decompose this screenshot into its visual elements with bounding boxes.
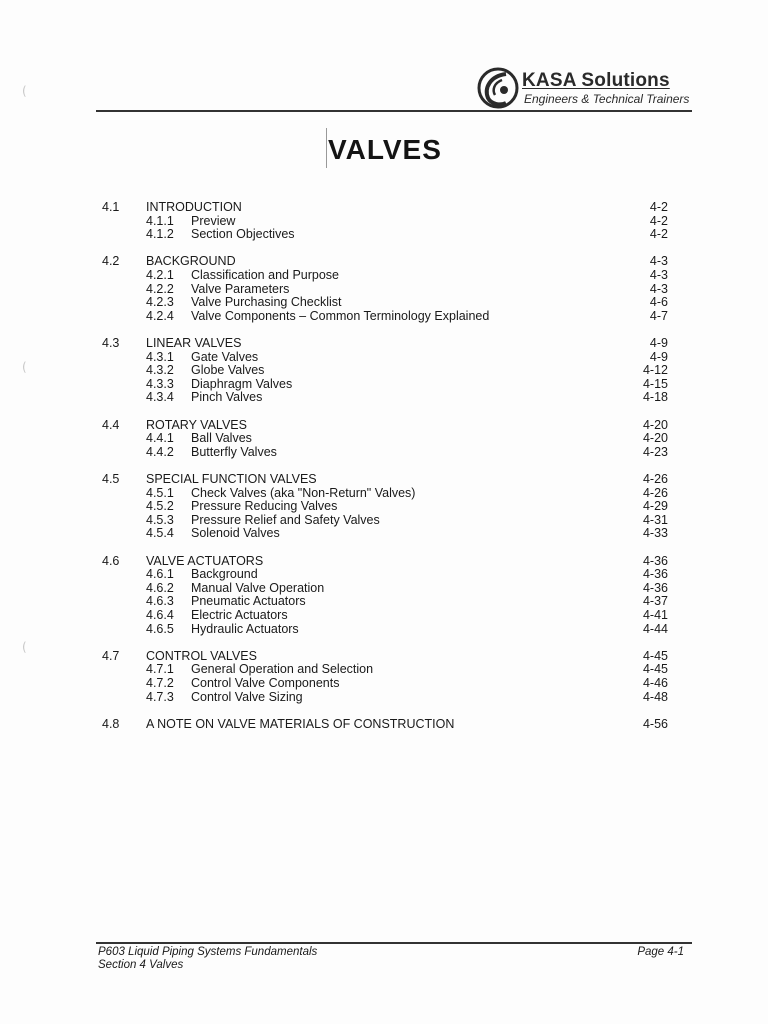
toc-subsection-title: Valve Components – Common Terminology Explained <box>191 308 490 323</box>
toc-subsection-title: Gate Valves <box>191 349 259 364</box>
toc-subsection-page: 4-7 <box>649 308 668 323</box>
toc-subsection-number: 4.6.5 <box>146 621 174 636</box>
toc-subsection-number: 4.5.3 <box>146 512 174 527</box>
toc-subsection-page: 4-3 <box>649 268 668 282</box>
toc-subsection-number: 4.5.4 <box>146 526 174 541</box>
toc-subsection-title: Ball Valves <box>191 431 252 446</box>
toc-subsection-page: 4-48 <box>642 689 668 704</box>
toc-subsection-title: Manual Valve Operation <box>191 580 325 595</box>
toc-subsection-title: Pneumatic Actuators <box>191 594 306 609</box>
toc-subsection-title: Globe Valves <box>191 363 265 378</box>
toc-subsection-page: 4-46 <box>642 676 668 690</box>
toc-subsection-number: 4.6.2 <box>146 580 174 595</box>
toc-subsection-page: 4-33 <box>642 526 668 541</box>
toc-subsection-number: 4.4.1 <box>146 431 174 446</box>
toc-subsection-title: Check Valves (aka "Non-Return" Valves) <box>191 485 416 500</box>
toc-subsection-page: 4-31 <box>642 512 668 527</box>
toc-subsection-page: 4-20 <box>642 431 668 446</box>
toc-section-page: 4-56 <box>642 716 668 731</box>
scan-artifact: ( <box>22 360 27 374</box>
toc-subsection-number: 4.2.4 <box>146 308 174 323</box>
toc-subsection-page: 4-3 <box>649 281 668 296</box>
toc-subsection-number: 4.6.3 <box>146 594 174 609</box>
brand-name: KASA Solutions <box>522 70 670 91</box>
toc-subsection-number: 4.1.1 <box>146 213 174 228</box>
toc-subsection-title: Control Valve Sizing <box>191 689 303 704</box>
toc-subsection-number: 4.1.2 <box>146 227 174 242</box>
toc-subsection-number: 4.2.3 <box>146 295 174 310</box>
toc-subsection-page: 4-12 <box>642 363 668 378</box>
toc-section-number: 4.7 <box>102 648 120 663</box>
toc-subsection-title: Diaphragm Valves <box>191 376 293 391</box>
toc-subsection-title: Butterfly Valves <box>191 444 277 459</box>
toc-subsection-page: 4-2 <box>649 227 668 242</box>
toc-section-page: 4-20 <box>642 417 668 432</box>
toc-section-title: INTRODUCTION <box>146 200 242 214</box>
toc-section-page: 4-2 <box>649 200 668 214</box>
toc-section-number: 4.3 <box>102 336 120 350</box>
toc-section-number: 4.6 <box>102 553 120 568</box>
toc-section-title: LINEAR VALVES <box>146 336 242 350</box>
toc-subsection-number: 4.3.4 <box>146 390 174 405</box>
footer-section-name: Section 4 Valves <box>98 959 184 971</box>
toc-subsection-title: Pressure Relief and Safety Valves <box>191 512 380 527</box>
toc-subsection-title: General Operation and Selection <box>191 662 374 677</box>
toc-section-title: ROTARY VALVES <box>146 417 247 432</box>
toc-section-page: 4-26 <box>642 472 668 486</box>
toc-subsection-title: Preview <box>191 213 236 228</box>
toc-subsection-number: 4.3.2 <box>146 363 174 378</box>
toc-subsection-number: 4.3.3 <box>146 376 174 391</box>
toc-section-page: 4-3 <box>649 254 668 269</box>
toc-subsection-page: 4-41 <box>642 608 668 622</box>
toc-subsection-title: Electric Actuators <box>191 608 288 622</box>
toc-subsection-title: Valve Parameters <box>191 281 290 296</box>
toc-subsection-title: Pressure Reducing Valves <box>191 499 338 514</box>
toc-subsection-page: 4-29 <box>642 499 668 514</box>
toc-subsection-title: Hydraulic Actuators <box>191 621 299 636</box>
toc-subsection-number: 4.5.2 <box>146 499 174 514</box>
toc-subsection-number: 4.3.1 <box>146 349 174 364</box>
toc-section-number: 4.2 <box>102 254 120 269</box>
toc-subsection-number: 4.4.2 <box>146 444 174 459</box>
toc-section-title: BACKGROUND <box>146 254 236 269</box>
toc-subsection-number: 4.7.2 <box>146 676 174 690</box>
toc-subsection-page: 4-9 <box>649 349 668 364</box>
toc-subsection-page: 4-37 <box>642 594 668 609</box>
toc-section-page: 4-36 <box>642 553 668 568</box>
toc-subsection-number: 4.5.1 <box>146 485 174 500</box>
toc-section-title: CONTROL VALVES <box>146 648 257 663</box>
toc-section-number: 4.1 <box>102 200 120 214</box>
toc-subsection-number: 4.6.1 <box>146 567 174 582</box>
toc-subsection-number: 4.7.1 <box>146 662 174 677</box>
toc-section-number: 4.4 <box>102 417 120 432</box>
toc-section-page: 4-9 <box>649 336 668 350</box>
toc-subsection-number: 4.2.1 <box>146 268 174 282</box>
toc-subsection-page: 4-2 <box>649 213 668 228</box>
document-title: VALVES <box>328 134 442 165</box>
toc-subsection-title: Valve Purchasing Checklist <box>191 295 342 310</box>
toc-subsection-title: Pinch Valves <box>191 390 263 405</box>
footer-page-number: Page 4-1 <box>637 946 684 958</box>
footer-divider <box>96 942 692 944</box>
toc-section-title: A NOTE ON VALVE MATERIALS OF CONSTRUCTION <box>146 716 455 731</box>
footer-course-title: P603 Liquid Piping Systems Fundamentals <box>98 946 318 958</box>
brand-tagline: Engineers & Technical Trainers <box>524 92 690 106</box>
toc-subsection-title: Solenoid Valves <box>191 526 280 541</box>
toc-subsection-page: 4-44 <box>642 621 668 636</box>
toc-subsection-page: 4-26 <box>642 485 668 500</box>
toc-section-number: 4.5 <box>102 472 120 486</box>
toc-subsection-title: Control Valve Components <box>191 676 340 690</box>
toc-subsection-page: 4-23 <box>642 444 668 459</box>
toc-subsection-page: 4-18 <box>642 390 668 405</box>
toc-subsection-page: 4-15 <box>642 376 668 391</box>
scan-artifact: ( <box>22 640 27 654</box>
toc-section-title: SPECIAL FUNCTION VALVES <box>146 472 317 486</box>
toc-subsection-number: 4.7.3 <box>146 689 174 704</box>
toc-section-page: 4-45 <box>642 648 668 663</box>
toc-subsection-page: 4-6 <box>649 295 668 310</box>
toc-subsection-title: Background <box>191 567 258 582</box>
scan-artifact: ( <box>22 84 27 98</box>
toc-subsection-page: 4-45 <box>642 662 668 677</box>
toc-subsection-title: Classification and Purpose <box>191 268 339 282</box>
toc-subsection-page: 4-36 <box>642 567 668 582</box>
toc-subsection-number: 4.2.2 <box>146 281 174 296</box>
toc-section-number: 4.8 <box>102 716 120 731</box>
toc-section-title: VALVE ACTUATORS <box>146 553 264 568</box>
toc-subsection-page: 4-36 <box>642 580 668 595</box>
toc-subsection-number: 4.6.4 <box>146 608 174 622</box>
toc-subsection-title: Section Objectives <box>191 227 295 242</box>
